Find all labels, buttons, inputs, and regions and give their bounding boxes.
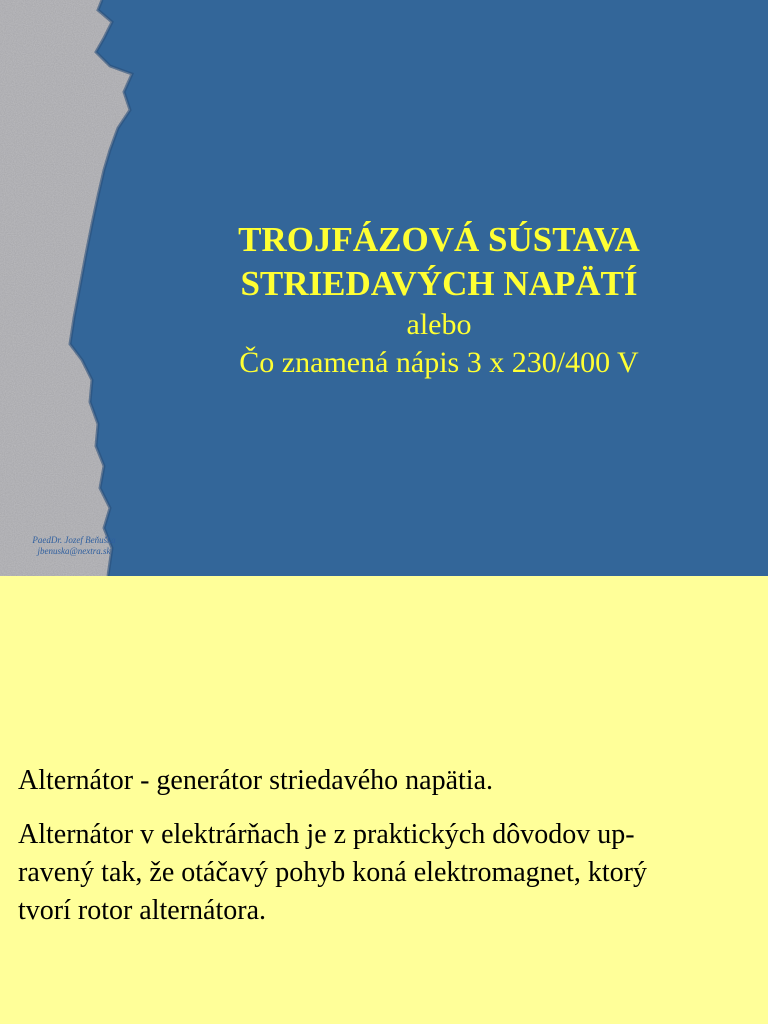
slide-title-line1: TROJFÁZOVÁ SÚSTAVA [238, 220, 640, 259]
paragraph-line: tvorí rotor alternátora. [18, 895, 267, 926]
content-slide [0, 576, 768, 1024]
paragraph-definition: Alternátor - generátor striedavého napätia. [18, 765, 494, 796]
slide-subtitle-line1: alebo [406, 308, 472, 341]
title-block [150, 218, 728, 382]
author-credit [14, 535, 134, 557]
paragraph-line: Alternátor v elektrárňach je z praktických dôvodov up- [18, 819, 635, 850]
paragraph-line: ravený tak, že otáčavý pohyb koná elektromagnet, ktorý [18, 857, 647, 888]
author-email: jbenuska@nextra.sk [37, 546, 111, 556]
slide-subtitle-line2: Čo znamená nápis 3 x 230/400 V [239, 346, 639, 379]
author-name: PaedDr. Jozef Beňuška [32, 535, 116, 545]
slide-title-line2: STRIEDAVÝCH NAPÄTÍ [240, 264, 638, 303]
paragraph-explanation [18, 816, 748, 930]
granite-edge-decoration [0, 0, 150, 576]
